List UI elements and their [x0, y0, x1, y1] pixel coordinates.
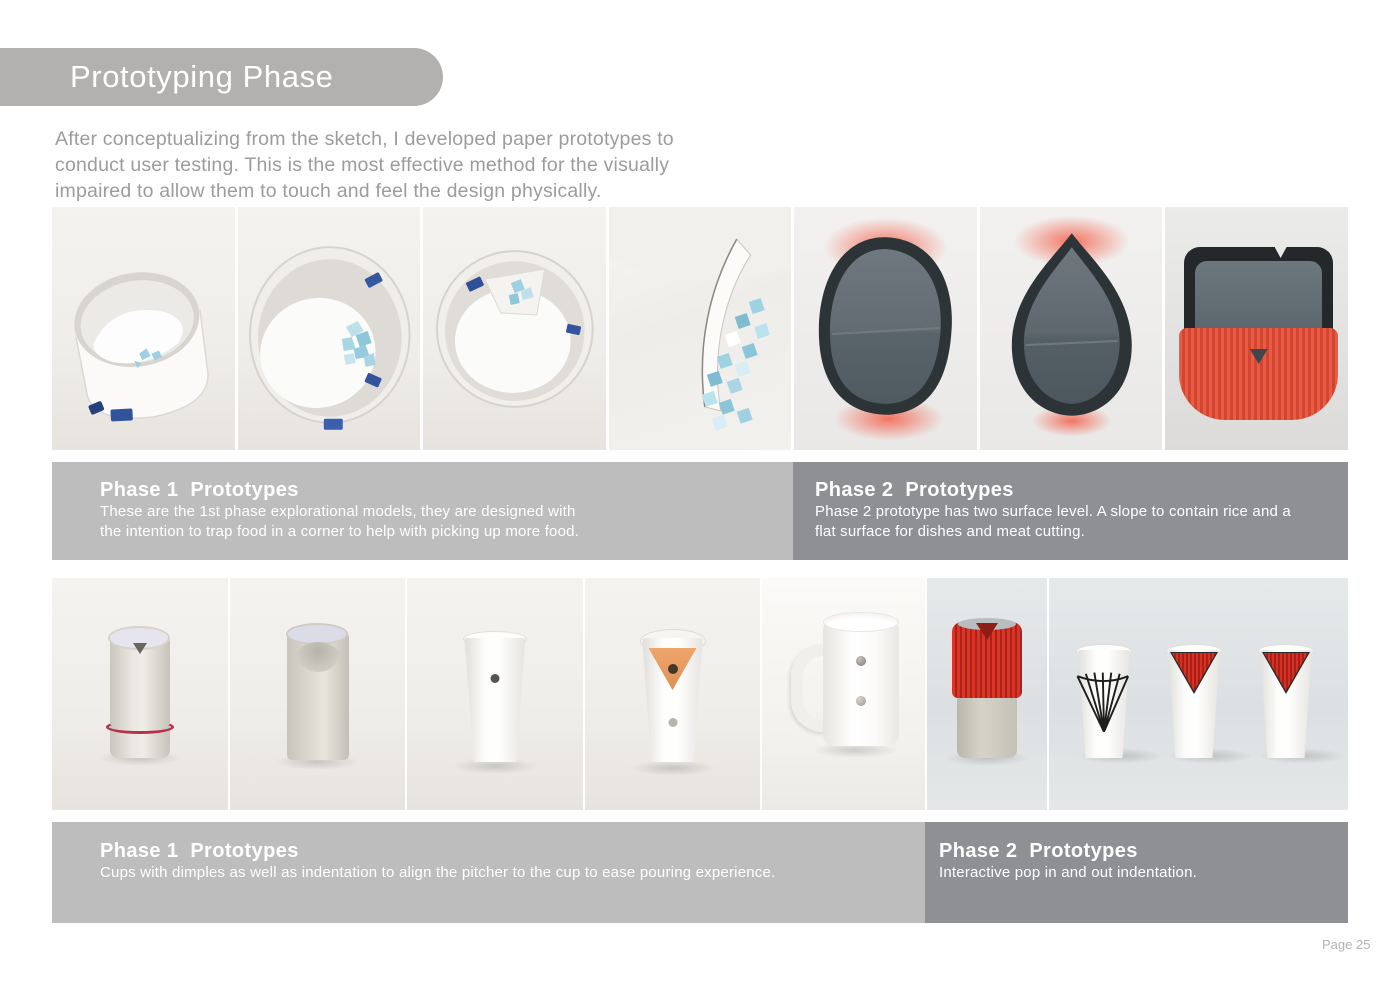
paper-cup	[640, 638, 706, 762]
caption-line: flat surface for dishes and meat cutting.	[815, 523, 1086, 540]
caption-line: Cups with dimples as well as indentation to align the pitcher to the cup to ease pouring experience.	[100, 864, 776, 881]
intro-line: After conceptualizing from the sketch, I developed paper prototypes to	[55, 128, 674, 150]
caption-bowls-phase1	[52, 462, 793, 560]
paper-bowl-flap-illustration	[423, 207, 606, 450]
cup-red-v-inset	[1165, 650, 1223, 758]
cup-scoop-cut	[296, 642, 340, 672]
photo-cups-red-indentation-group	[1049, 578, 1348, 810]
gray-bowl-illustration	[794, 207, 977, 450]
ice-spill-illustration	[609, 207, 792, 450]
caption-line: Phase 2 prototype has two surface level. A slope to contain rice and a	[815, 503, 1291, 520]
bowl-caption-bars	[52, 462, 1348, 560]
photo-cup-white-dimple	[407, 578, 583, 810]
photo-bowl-paper-corner-flap	[423, 207, 606, 450]
caption-line: Interactive pop in and out indentation.	[939, 864, 1197, 881]
cup-dimple	[668, 718, 677, 727]
caption-title: Phase 1 Prototypes	[100, 840, 299, 862]
caption-line: These are the 1st phase explorational models, they are designed with	[100, 503, 576, 520]
photo-cup-red-corrugated-sleeve	[927, 578, 1047, 810]
photo-bowl-paper-tilted	[52, 207, 235, 450]
cup-red-v-inset	[1257, 650, 1315, 758]
bowl-photo-row	[52, 207, 1348, 450]
photo-cup-tube-red-band	[52, 578, 228, 810]
cardboard-base	[957, 696, 1017, 758]
intro-paragraph	[55, 126, 674, 204]
caption-cups-phase1	[52, 822, 925, 923]
caption-line: the intention to trap food in a corner to help with picking up more food.	[100, 523, 580, 540]
mug-opening	[823, 612, 899, 632]
intro-line: conduct user testing. This is the most effective method for the visually	[55, 154, 670, 176]
orange-bowl-illustration	[1179, 247, 1338, 420]
cup-caption-bars	[52, 822, 1348, 923]
cup-body	[462, 638, 528, 762]
cup-black-stitch-v	[1075, 650, 1133, 758]
caption-title: Phase 2 Prototypes	[939, 840, 1138, 862]
paper-cup	[462, 638, 528, 762]
triangle-dot	[668, 664, 678, 674]
cup-photo-row	[52, 578, 1348, 810]
photo-bowl-orange-corrugated	[1165, 207, 1348, 450]
cup-dimple	[491, 674, 500, 683]
caption-bowls-phase2	[793, 462, 1348, 560]
paper-tube-cup	[287, 632, 349, 760]
mug-dot-top	[856, 656, 866, 666]
paper-tube-cup	[110, 636, 170, 758]
photo-mug-two-dots	[762, 578, 925, 810]
caption-title: Phase 2 Prototypes	[815, 479, 1014, 501]
black-v-lines	[1075, 650, 1133, 758]
caption-cups-phase2	[925, 822, 1348, 923]
cup-shadow	[630, 760, 716, 776]
paper-bowl-illustration	[52, 207, 235, 450]
white-mug	[823, 620, 899, 746]
red-sleeve-cup	[952, 622, 1022, 760]
photo-bowl-ice-spill-closeup	[609, 207, 792, 450]
mug-body	[823, 620, 899, 746]
photo-bowl-gray-teardrop-red-glow	[980, 207, 1163, 450]
red-rubber-band	[106, 720, 174, 734]
intro-line: impaired to allow them to touch and feel the design physically.	[55, 180, 602, 202]
paper-bowl-ice-illustration	[238, 207, 421, 450]
page-title: Prototyping Phase	[70, 59, 334, 94]
page-number: Page 25	[1322, 937, 1371, 952]
bowl-corrugated-band	[1179, 328, 1338, 420]
photo-bowl-gray-round-red-glow	[794, 207, 977, 450]
caption-title: Phase 1 Prototypes	[100, 479, 299, 501]
section-title-banner	[0, 48, 443, 106]
mug-dot-bottom	[856, 696, 866, 706]
photo-cup-orange-triangle	[585, 578, 760, 810]
photo-cup-tube-scooped	[230, 578, 405, 810]
photo-bowl-paper-with-ice	[238, 207, 421, 450]
teardrop-bowl-illustration	[980, 207, 1163, 450]
